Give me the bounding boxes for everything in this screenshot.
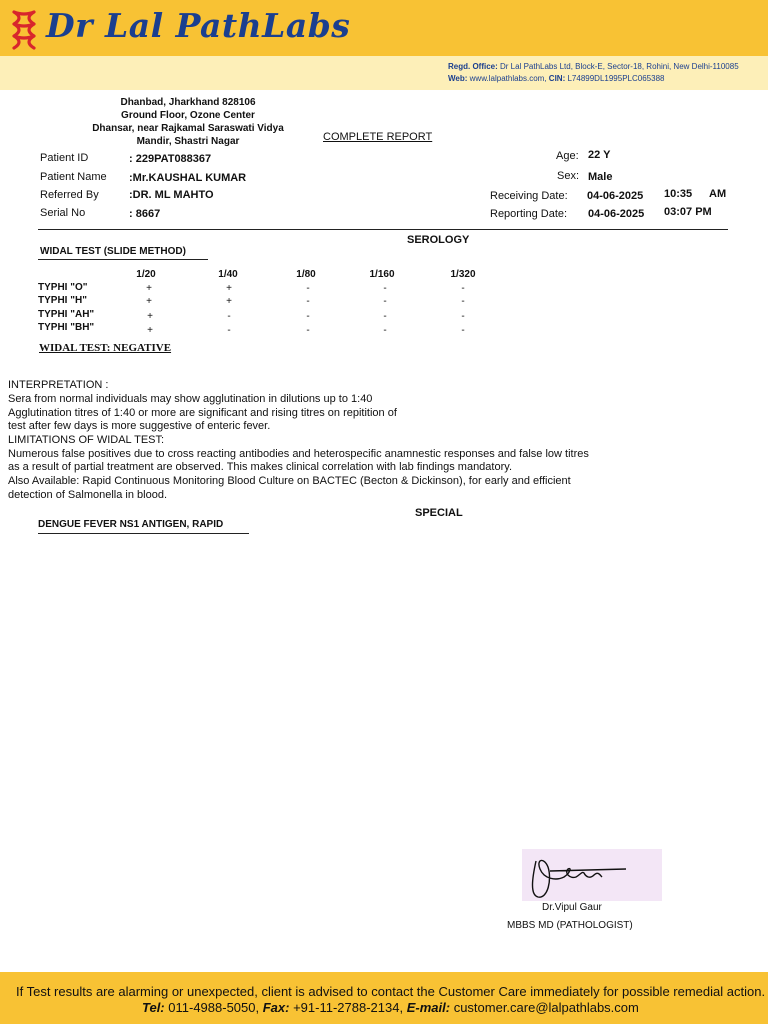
dilution-header: 1/20 — [136, 269, 156, 280]
dilution-header: 1/320 — [450, 269, 476, 280]
regd-label: Regd. Office: — [448, 62, 498, 71]
dilution-header: 1/80 — [296, 269, 316, 280]
fax-value: +91-11-2788-2134, — [293, 1000, 404, 1015]
widal-result: WIDAL TEST: NEGATIVE — [39, 342, 172, 354]
fax-label: Fax: — [262, 1000, 290, 1015]
age-label: Age: — [556, 150, 579, 162]
widal-cell: - — [306, 296, 310, 307]
receiving-time-ampm: AM — [709, 188, 727, 200]
widal-cell: - — [383, 325, 387, 336]
brand-logo-text: Dr Lal PathLabs — [46, 6, 351, 45]
widal-cell: - — [227, 325, 231, 336]
widal-cell: - — [383, 311, 387, 322]
footer-contact — [142, 1000, 639, 1015]
email-value[interactable]: customer.care@lalpathlabs.com — [453, 1000, 639, 1015]
interpretation-line: as a result of partial treatment are observed. This makes clinical correlation with lab findings mandatory. — [8, 461, 512, 473]
widal-cell: + — [146, 296, 152, 307]
dilution-header: 1/160 — [369, 269, 395, 280]
interpretation-line: test after few days is more suggestive of enteric fever. — [8, 420, 271, 432]
reporting-date-value: 04-06-2025 — [588, 208, 645, 220]
widal-cell: + — [226, 283, 232, 294]
widal-row-label: TYPHI "H" — [38, 295, 87, 306]
lab-address-line-3: Dhansar, near Rajkamal Saraswati Vidya — [92, 123, 284, 134]
serial-no-value: : 8667 — [129, 208, 161, 220]
referred-by-label: Referred By — [40, 189, 99, 201]
patient-id-value: : 229PAT088367 — [129, 153, 212, 165]
patient-name-value: :Mr.KAUSHAL KUMAR — [129, 172, 247, 184]
widal-cell: + — [146, 283, 152, 294]
cin-value: L74899DL1995PLC065388 — [567, 74, 665, 83]
interpretation-line: Agglutination titres of 1:40 or more are significant and rising titres on repitition of — [8, 407, 397, 419]
widal-cell: + — [226, 296, 232, 307]
tel-value: 011-4988-5050, — [168, 1000, 260, 1015]
widal-row-label: TYPHI "O" — [38, 282, 88, 293]
web-url: www.lalpathlabs.com, — [469, 74, 547, 83]
patient-divider — [38, 229, 728, 230]
report-title: COMPLETE REPORT — [323, 131, 433, 143]
widal-cell: - — [383, 283, 387, 294]
dilution-header: 1/40 — [218, 269, 238, 280]
dna-logo-icon — [10, 8, 38, 50]
signature-scribble-icon — [522, 849, 662, 901]
regd-address: Dr Lal PathLabs Ltd, Block-E, Sector-18, Rohini, New Delhi-110085 — [500, 62, 739, 71]
widal-cell: - — [461, 283, 465, 294]
dengue-title-underline — [38, 533, 249, 534]
widal-title-underline — [38, 259, 208, 260]
reporting-date-label: Reporting Date: — [490, 208, 568, 220]
interpretation-heading: INTERPRETATION : — [8, 379, 109, 391]
widal-cell: - — [461, 325, 465, 336]
sex-value: Male — [588, 171, 613, 183]
web-cin — [448, 74, 664, 83]
footer-advisory: If Test results are alarming or unexpected, client is advised to contact the Customer Care immediately for possible remedial action. — [16, 984, 766, 999]
receiving-date-label: Receiving Date: — [490, 190, 568, 202]
signatory-name: Dr.Vipul Gaur — [542, 902, 602, 913]
age-value: 22 Y — [588, 149, 611, 161]
signature-image — [522, 849, 662, 901]
sex-label: Sex: — [557, 170, 580, 182]
serology-section-title: SEROLOGY — [407, 234, 470, 246]
widal-row-label: TYPHI "AH" — [38, 309, 95, 320]
interpretation-line: Sera from normal individuals may show agglutination in dilutions up to 1:40 — [8, 393, 373, 405]
limitations-heading: LIMITATIONS OF WIDAL TEST: — [8, 434, 165, 446]
referred-by-value: :DR. ML MAHTO — [129, 189, 214, 201]
lab-address-line-1: Dhanbad, Jharkhand 828106 — [120, 97, 256, 108]
lab-address-line-2: Ground Floor, Ozone Center — [121, 110, 255, 121]
dengue-test-title: DENGUE FEVER NS1 ANTIGEN, RAPID — [38, 519, 224, 530]
widal-cell: - — [461, 311, 465, 322]
receiving-date-value: 04-06-2025 — [587, 190, 644, 202]
receiving-time-value: 10:35 — [664, 188, 693, 200]
signatory-qualification: MBBS MD (PATHOLOGIST) — [507, 920, 633, 931]
special-section-title: SPECIAL — [415, 507, 463, 519]
widal-cell: - — [227, 311, 231, 322]
interpretation-line: detection of Salmonella in blood. — [8, 489, 167, 501]
patient-name-label: Patient Name — [40, 171, 107, 183]
widal-cell: - — [306, 311, 310, 322]
email-label: E-mail: — [406, 1000, 451, 1015]
tel-label: Tel: — [142, 1000, 165, 1015]
interpretation-line: Also Available: Rapid Continuous Monitoring Blood Culture on BACTEC (Becton & Dickinson), for early and efficient — [8, 475, 571, 487]
widal-test-title: WIDAL TEST (SLIDE METHOD) — [40, 246, 186, 257]
widal-cell: - — [461, 296, 465, 307]
interpretation-line: Numerous false positives due to cross reacting antibodies and heterospecific anamnestic responses and false low titres — [8, 448, 589, 460]
widal-cell: + — [147, 325, 153, 336]
patient-id-label: Patient ID — [40, 152, 89, 164]
widal-cell: + — [147, 311, 153, 322]
reporting-time-value: 03:07 PM — [664, 206, 712, 218]
regd-office — [448, 62, 739, 71]
widal-cell: - — [383, 296, 387, 307]
lab-address-line-4: Mandir, Shastri Nagar — [136, 136, 240, 147]
widal-cell: - — [306, 325, 310, 336]
widal-cell: - — [306, 283, 310, 294]
widal-row-label: TYPHI "BH" — [38, 322, 95, 333]
serial-no-label: Serial No — [40, 207, 86, 219]
web-label: Web: — [448, 74, 468, 83]
cin-label: CIN: — [548, 74, 566, 83]
